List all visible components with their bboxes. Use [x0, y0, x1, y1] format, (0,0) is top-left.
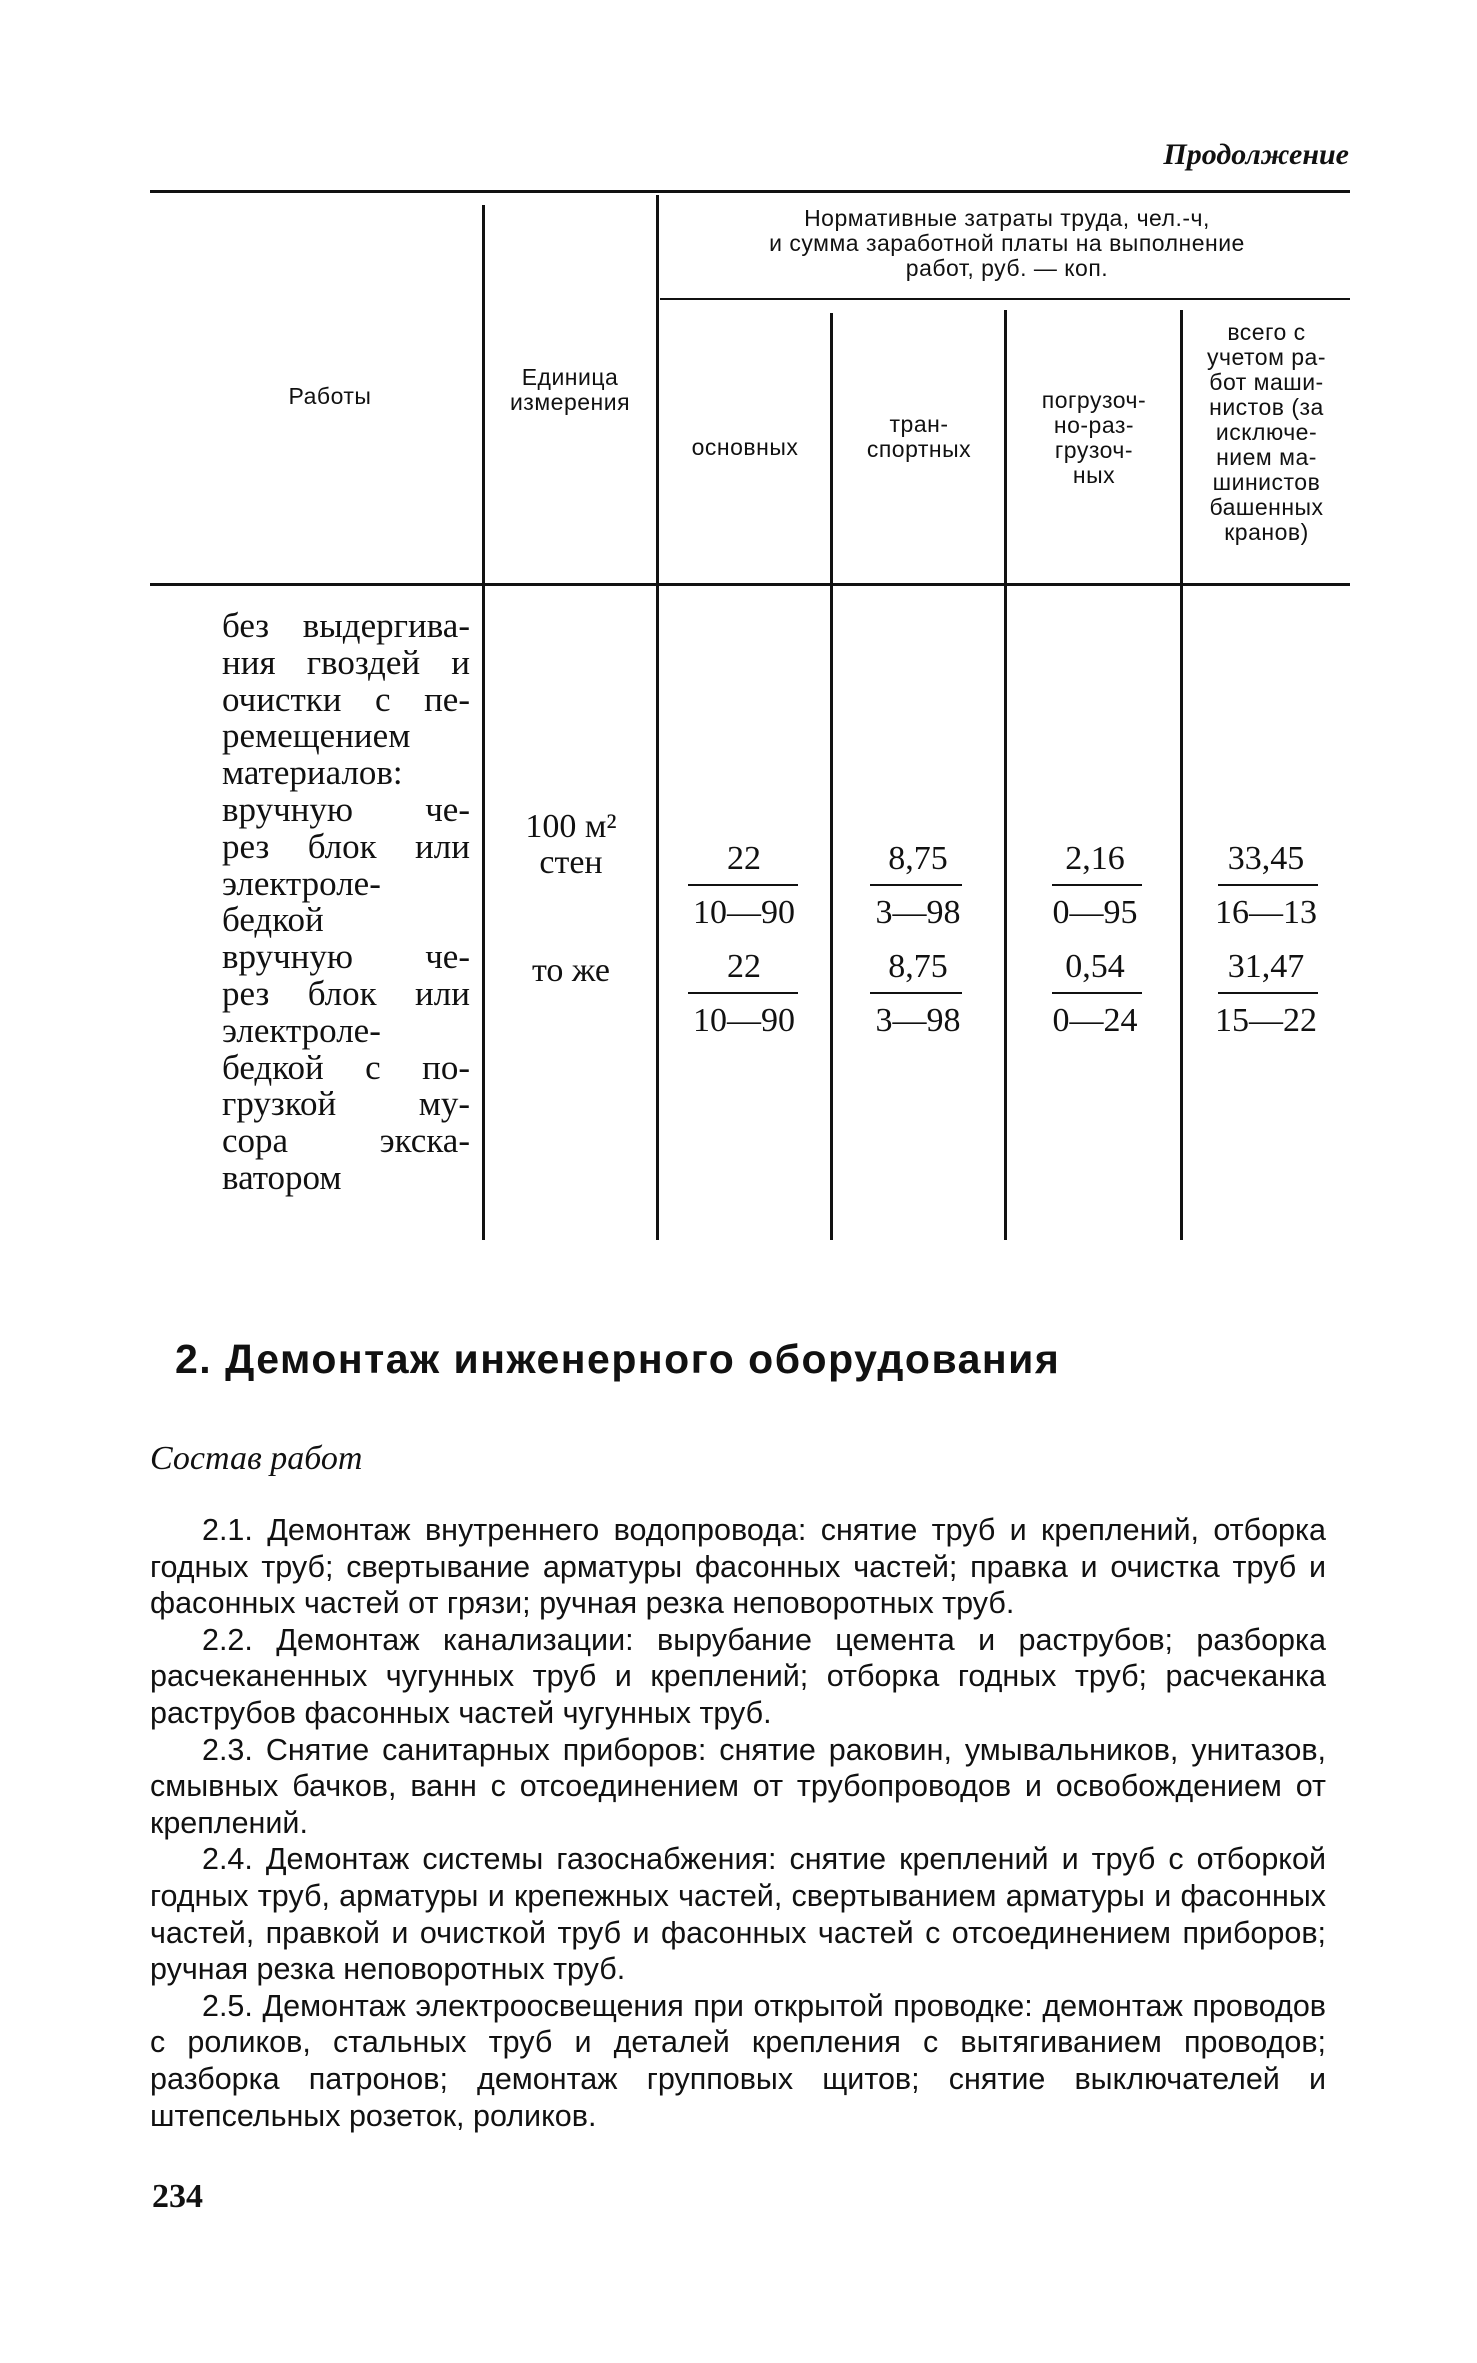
row1-transport-hours: 8,75	[888, 840, 948, 877]
works-line	[222, 608, 470, 645]
works-line	[222, 789, 470, 829]
row1-loading-wage: 0—95	[1052, 894, 1138, 931]
works-word: гвоздей	[306, 642, 421, 682]
work-paragraph: 2.4. Демонтаж системы газоснабжения: снятие креплений и труб с отборкой годных труб, арматуры и крепежных частей, свертыванием арматуры и фасонных частей, правкой и очисткой труб и фасонных частей с отсоединением приборов; ручная резка неповоротных труб.	[150, 1842, 1326, 1987]
work-paragraph: 2.5. Демонтаж электроосвещения при открытой проводке: демонтаж проводов с роликов, стальных труб и деталей крепления с вытягиванием проводов; разборка патронов; демонтаж групповых щитов; снятие выключателей и штепсельных розеток, роликов.	[150, 1988, 1326, 2133]
work-paragraph: 2.3. Снятие санитарных приборов: снятие раковин, умывальников, унитазов, смывных бачков, ванн с отсоединением от трубопроводов и освобождением от креплений.	[150, 1732, 1326, 1840]
header-works: Работы	[288, 383, 372, 409]
row2-loading-hours: 0,54	[1065, 948, 1125, 985]
works-word: сора	[222, 1121, 289, 1161]
header-transport: тран- спортных	[866, 411, 972, 462]
works-line	[222, 1086, 470, 1123]
row2-basic-wage: 10—90	[693, 1002, 795, 1039]
row1-unit-line2: стен	[539, 844, 603, 881]
header-cost-group: Нормативные затраты труда, чел.-ч, и сумма заработной платы на выполнение работ, руб. — коп.	[769, 205, 1245, 281]
works-word: грузкой	[222, 1084, 337, 1124]
row1-basic-hours: 22	[727, 840, 761, 877]
works-word: или	[415, 826, 470, 866]
works-word: блок	[307, 973, 377, 1013]
continued-label: Продолжение	[1163, 138, 1349, 171]
works-line: материалов:	[222, 753, 403, 793]
works-word: с	[375, 679, 391, 719]
work-list	[150, 1512, 1326, 2134]
page-number: 234	[152, 2178, 203, 2215]
header-total: всего с учетом ра- бот маши- нистов (за исключе- нием ма- шинистов башенных кранов)	[1206, 319, 1327, 545]
works-word: пе-	[424, 679, 470, 719]
col-divider-transport	[1004, 310, 1007, 1240]
works-line	[222, 826, 470, 866]
section-subtitle: Состав работ	[150, 1440, 363, 1477]
row2-total-fraction	[1218, 992, 1318, 994]
works-line: электроле-	[222, 1010, 381, 1050]
works-line	[222, 973, 470, 1013]
works-word: экска-	[379, 1121, 470, 1161]
row2-loading-wage: 0—24	[1052, 1002, 1138, 1039]
works-word: или	[415, 973, 470, 1013]
works-word: рез	[222, 973, 270, 1013]
group-header-rule	[660, 298, 1350, 300]
col-divider-basic	[830, 313, 833, 1240]
works-word: блок	[307, 826, 377, 866]
row2-basic-fraction	[688, 992, 798, 994]
row1-basic-fraction	[688, 884, 798, 886]
row1-basic-wage: 10—90	[693, 894, 795, 931]
row2-transport-fraction	[870, 992, 962, 994]
header-unit: Единица измерения	[509, 364, 631, 415]
works-word: вручную	[222, 789, 354, 829]
works-word: выдергива-	[302, 606, 470, 645]
row2-basic-hours: 22	[727, 948, 761, 985]
row2-transport-wage: 3—98	[875, 1002, 961, 1039]
works-line	[222, 1123, 470, 1160]
row2-unit-line1: то же	[531, 952, 611, 989]
header-basic: основных	[691, 434, 799, 460]
works-word: му-	[418, 1084, 470, 1124]
works-line	[222, 642, 470, 682]
works-line: электроле-	[222, 863, 381, 903]
works-word: вручную	[222, 937, 354, 977]
row2-total-hours: 31,47	[1227, 948, 1305, 985]
row1-unit-line1: 100 м²	[525, 808, 617, 845]
row1-loading-hours: 2,16	[1065, 840, 1125, 877]
works-description	[222, 608, 470, 1197]
col-divider-unit	[656, 195, 659, 1240]
works-line	[222, 1047, 470, 1087]
works-line	[222, 679, 470, 719]
works-line: бедкой	[222, 900, 324, 940]
works-word: по-	[422, 1047, 470, 1087]
section-title: 2. Демонтаж инженерного оборудования	[175, 1336, 1061, 1382]
row2-total-wage: 15—22	[1215, 1002, 1317, 1039]
works-word: рез	[222, 826, 270, 866]
works-line	[222, 939, 470, 976]
row1-loading-fraction	[1052, 884, 1142, 886]
row1-total-wage: 16—13	[1215, 894, 1317, 931]
works-word: ния	[222, 642, 276, 682]
row1-total-hours: 33,45	[1227, 840, 1305, 877]
header-loading: погрузоч- но-раз- грузоч- ных	[1041, 387, 1147, 488]
col-divider-works	[482, 205, 485, 1240]
works-word: без	[222, 606, 270, 645]
row2-loading-fraction	[1052, 992, 1142, 994]
row1-transport-wage: 3—98	[875, 894, 961, 931]
works-word: и	[451, 642, 470, 682]
header-bottom-rule	[150, 583, 1350, 586]
table-top-rule	[150, 190, 1350, 193]
works-word: че-	[425, 937, 470, 977]
work-paragraph: 2.2. Демонтаж канализации: вырубание цемента и раструбов; разборка расчеканенных чугунных труб и креплений; отборка годных труб; расчеканка раструбов фасонных частей чугунных труб.	[150, 1622, 1326, 1730]
works-line: ватором	[222, 1157, 342, 1197]
work-paragraph: 2.1. Демонтаж внутреннего водопровода: снятие труб и креплений, отборка годных труб; свертывание арматуры фасонных частей; правка и очистка труб и фасонных частей от грязи; ручная резка неповоротных труб.	[150, 1513, 1326, 1621]
works-word: че-	[425, 789, 470, 829]
row1-transport-fraction	[870, 884, 962, 886]
row2-transport-hours: 8,75	[888, 948, 948, 985]
works-word: очистки	[222, 679, 342, 719]
row1-total-fraction	[1218, 884, 1318, 886]
works-line: ремещением	[222, 716, 411, 756]
works-word: с	[365, 1047, 381, 1087]
works-word: бедкой	[222, 1047, 324, 1087]
